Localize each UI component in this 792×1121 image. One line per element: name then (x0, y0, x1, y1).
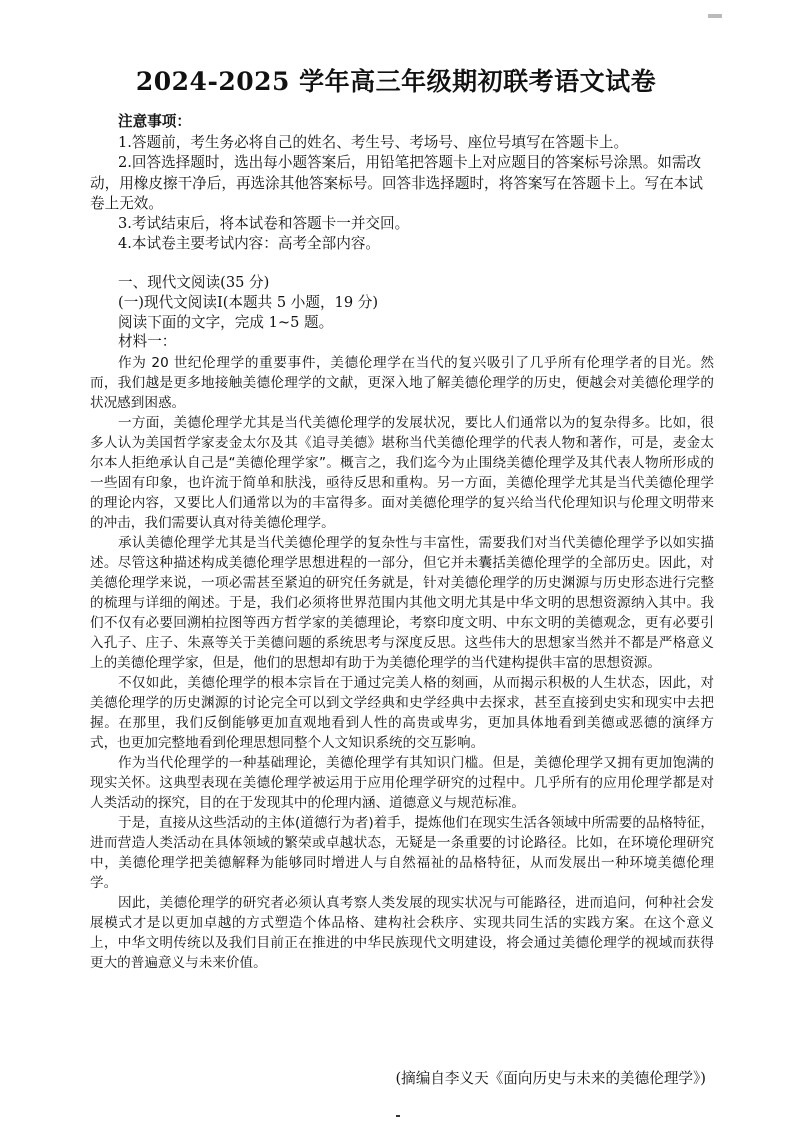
scan-artifact (708, 14, 722, 18)
passage-paragraph: 承认美德伦理学尤其是当代美德伦理学的复杂性与丰富性，需要我们对当代美德伦理学予以如实描述。尽管这种描述构成美德伦理学思想进程的一部分，但它并未囊括美德伦理学的全部历史。因此，对美德伦理学来说，一项必需甚至紧迫的研究任务就是，针对美德伦理学的历史渊源与历史形态进行完整的梳理与详细的阐述。于是，我们必须将世界范围内其他文明尤其是中华文明的思想资源纳入其中。我们不仅有必要回溯柏拉图等西方哲学家的美德理论，考察印度文明、中东文明的美德观念，更有必要引入孔子、庄子、朱熹等关于美德问题的系统思考与深度反思。这些伟大的思想家当然并不都是严格意义上的美德伦理学家，但是，他们的思想却有助于为美德伦理学的当代建构提供丰富的思想资源。 (90, 535, 714, 671)
section-sub: (一)现代文阅读Ⅰ(本题共 5 小题，19 分) (118, 293, 379, 311)
page-mark (396, 1115, 400, 1117)
section-header (118, 273, 714, 352)
source-citation: (摘编自李义天《面向历史与未来的美德伦理学》) (395, 1070, 706, 1087)
passage-paragraph: 作为 20 世纪伦理学的重要事件，美德伦理学在当代的复兴吸引了几乎所有伦理学者的目光。然而，我们越是更多地接触美德伦理学的文献，更深入地了解美德伦理学的历史，便越会对美德伦理学的状况感到困惑。 (90, 355, 714, 411)
notice-heading: 注意事项： (118, 113, 191, 130)
notice-item: 1.答题前，考生务必将自己的姓名、考生号、考场号、座位号填写在答题卡上。 (118, 134, 629, 152)
exam-title: 2024-2025 学年高三年级期初联考语文试卷 (135, 67, 657, 96)
passage-paragraph: 作为当代伦理学的一种基础理论，美德伦理学有其知识门槛。但是，美德伦理学又拥有更加饱满的现实关怀。这典型表现在美德伦理学被运用于应用伦理学研究的过程中。几乎所有的应用伦理学都是对人类活动的探究，目的在于发现其中的伦理内涵、道德意义与规范标准。 (90, 755, 714, 811)
material-label: 材料一： (118, 333, 177, 351)
passage-paragraph: 不仅如此，美德伦理学的根本宗旨在于通过完美人格的刻画，从而揭示积极的人生状态，因此，对美德伦理学的历史渊源的讨论完全可以到文学经典和史学经典中去探求，甚至直接到史实和现实中去把握。在那里，我们反倒能够更加直观地看到人性的高贵或卑劣，更加具体地看到美德或恶德的演绎方式，也更加完整地看到伦理思想同整个人文知识系统的交互影响。 (90, 675, 714, 751)
notice-item: 4.本试卷主要考试内容：高考全部内容。 (118, 235, 381, 253)
reading-passage (90, 353, 714, 973)
passage-paragraph: 于是，直接从这些活动的主体(道德行为者)着手，提炼他们在现实生活各领域中所需要的品格特征，进而营造人类活动在具体领域的繁荣或卓越状态，无疑是一条重要的讨论路径。比如，在环境伦理研究中，美德伦理学把美德解释为能够同时增进人与自然福祉的品格特征，从而发展出一种环境美德伦理学。 (90, 815, 714, 891)
notice-item: 2.回答选择题时，选出每小题答案后，用铅笔把答题卡上对应题目的答案标号涂黑。如需改动，用橡皮擦干净后，再选涂其他答案标号。回答非选择题时，将答案写在答题卡上。写在本试卷上无效。 (90, 154, 703, 212)
passage-paragraph: 因此，美德伦理学的研究者必须认真考察人类发展的现实状况与可能路径，进而追问，何种社会发展模式才是以更加卓越的方式塑造个体品格、建构社会秩序、实现共同生活的实践方案。在这个意义上，中华文明传统以及我们目前正在推进的中华民族现代文明建设，将会通过美德伦理学的视域而获得更大的普遍意义与未来价值。 (90, 895, 714, 971)
section-part: 一、现代文阅读(35 分) (118, 274, 270, 291)
passage-paragraph: 一方面，美德伦理学尤其是当代美德伦理学的发展状况，要比人们通常以为的复杂得多。比如，很多人认为美国哲学家麦金太尔及其《追寻美德》堪称当代美德伦理学的代表人物和著作，可是，麦金太尔本人拒绝承认自己是“美德伦理学家”。概言之，我们迄今为止围绕美德伦理学及其代表人物所形成的一些固有印象，也许流于简单和肤浅，亟待反思和重构。另一方面，美德伦理学尤其是当代美德伦理学的理论内容，又要比人们通常以为的丰富得多。面对美德伦理学的复兴给当代伦理知识与伦理文明带来的冲击，我们需要认真对待美德伦理学。 (90, 415, 714, 531)
notice-item: 3.考试结束后，将本试卷和答题卡一并交回。 (118, 215, 410, 233)
section-instruction: 阅读下面的文字，完成 1~5 题。 (118, 313, 334, 331)
notice-block (90, 112, 714, 254)
